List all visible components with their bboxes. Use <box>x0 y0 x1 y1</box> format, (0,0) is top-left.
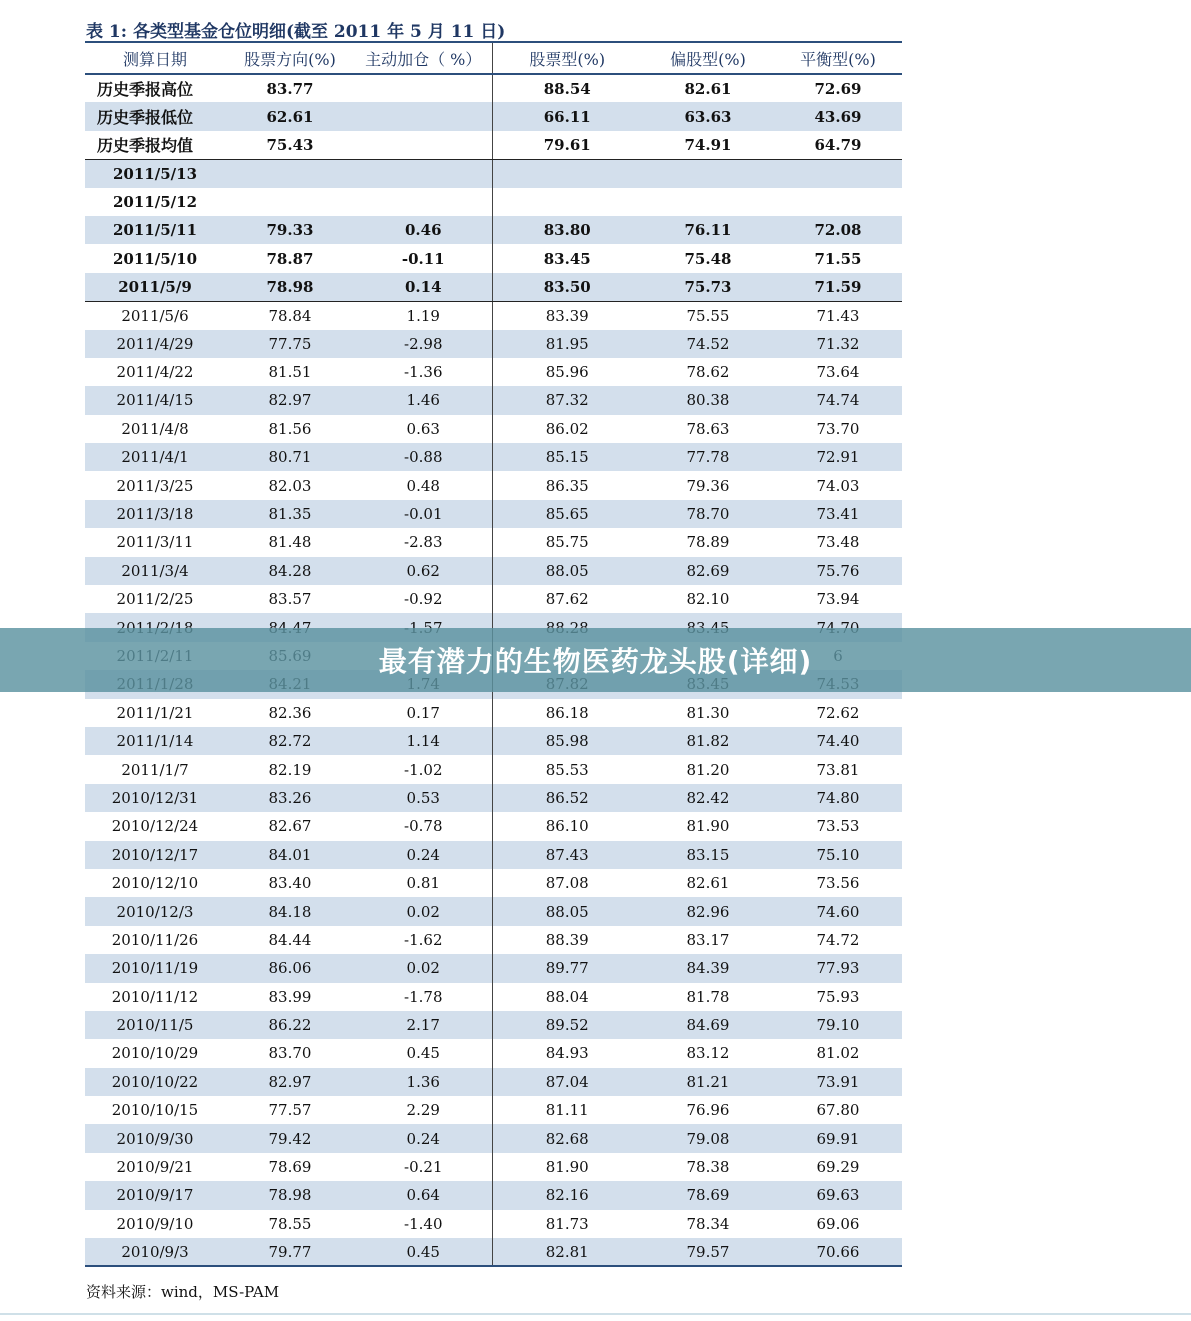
table-row <box>85 131 902 159</box>
cell-active-add: 0.24 <box>355 841 492 869</box>
cell-stock-fund: 82.16 <box>492 1181 642 1209</box>
cell-equity-biased: 80.38 <box>642 386 774 414</box>
cell-equity-biased: 82.42 <box>642 784 774 812</box>
cell-date: 2010/12/24 <box>111 817 199 836</box>
cell-stock-direction: 81.56 <box>268 419 312 438</box>
cell-active-add: 0.17 <box>355 699 492 727</box>
cell-stock-direction <box>225 159 355 187</box>
table-row <box>85 699 902 727</box>
table-row <box>85 358 902 386</box>
table-row <box>85 500 902 528</box>
cell-equity-biased: 78.38 <box>686 1158 730 1177</box>
table-row <box>85 755 902 783</box>
cell-stock-direction: 78.98 <box>225 273 355 301</box>
cell-stock-direction: 62.61 <box>225 102 355 130</box>
cell-stock-fund: 86.02 <box>545 419 589 438</box>
table-row <box>85 244 902 272</box>
cell-stock-direction: 75.43 <box>225 131 355 159</box>
cell-date: 2010/12/3 <box>85 897 225 925</box>
header-active-add: 主动加仓（ %） <box>355 42 492 74</box>
cell-equity-biased: 76.96 <box>686 1101 730 1120</box>
cell-date: 历史季报低位 <box>85 102 225 130</box>
table-row <box>85 983 902 1011</box>
cell-date: 2010/11/26 <box>111 930 199 949</box>
cell-stock-direction: 84.01 <box>225 841 355 869</box>
cell-date: 2011/4/8 <box>121 419 189 438</box>
cell-active-add: 0.02 <box>355 954 492 982</box>
cell-balanced: 72.91 <box>774 443 902 471</box>
header-equity-biased: 偏股型(%) <box>642 42 774 74</box>
table-row <box>85 188 902 216</box>
cell-stock-fund: 85.98 <box>492 727 642 755</box>
cell-balanced: 73.41 <box>774 500 902 528</box>
cell-stock-fund: 86.18 <box>545 703 589 722</box>
cell-equity-biased <box>642 159 774 187</box>
table-title: 表 1: 各类型基金仓位明细(截至 2011 年 5 月 11 日) <box>86 22 506 42</box>
cell-stock-fund: 86.35 <box>545 476 589 495</box>
header-balanced: 平衡型(%) <box>774 42 902 74</box>
cell-stock-fund: 81.11 <box>545 1101 589 1120</box>
table-row <box>85 727 902 755</box>
cell-date: 2010/10/22 <box>85 1068 225 1096</box>
banner-title: 最有潜力的生物医药龙头股(详细) <box>378 645 813 678</box>
cell-stock-direction: 82.97 <box>225 1068 355 1096</box>
table-row <box>85 159 902 187</box>
cell-equity-biased: 82.69 <box>642 557 774 585</box>
cell-equity-biased: 78.63 <box>686 419 730 438</box>
cell-stock-fund: 81.95 <box>492 330 642 358</box>
cell-equity-biased: 78.34 <box>686 1214 730 1233</box>
cell-balanced: 73.81 <box>816 760 860 779</box>
cell-stock-fund: 79.61 <box>492 131 642 159</box>
cell-equity-biased: 75.55 <box>686 306 730 325</box>
cell-active-add <box>355 188 492 216</box>
cell-stock-direction: 86.22 <box>225 1011 355 1039</box>
cell-equity-biased: 81.21 <box>642 1068 774 1096</box>
cell-stock-direction: 79.77 <box>225 1238 355 1266</box>
cell-balanced: 74.80 <box>774 784 902 812</box>
cell-date: 2010/11/19 <box>85 954 225 982</box>
table-row <box>85 1210 902 1238</box>
cell-balanced <box>774 188 902 216</box>
cell-date: 2011/4/1 <box>85 443 225 471</box>
cell-active-add: -0.92 <box>355 585 492 613</box>
cell-equity-biased: 83.12 <box>686 1044 730 1063</box>
cell-balanced: 72.08 <box>774 216 902 244</box>
cell-active-add: 0.63 <box>355 415 492 443</box>
cell-balanced: 73.91 <box>774 1068 902 1096</box>
cell-active-add <box>355 74 492 102</box>
table-row <box>85 812 902 840</box>
cell-equity-biased <box>642 188 774 216</box>
cell-balanced: 72.62 <box>816 703 860 722</box>
header-stock-direction: 股票方向(%) <box>225 42 355 74</box>
cell-date: 2011/3/25 <box>116 476 194 495</box>
cell-active-add: -1.62 <box>355 926 492 954</box>
cell-active-add: 0.14 <box>355 273 492 301</box>
cell-active-add: 0.64 <box>355 1181 492 1209</box>
cell-stock-direction: 78.69 <box>268 1158 312 1177</box>
source-note: 资料来源：wind，MS-PAM <box>86 1283 280 1301</box>
cell-stock-fund: 82.81 <box>492 1238 642 1266</box>
cell-balanced: 74.03 <box>816 476 860 495</box>
cell-balanced: 69.29 <box>816 1158 860 1177</box>
cell-stock-fund: 84.93 <box>545 1044 589 1063</box>
cell-active-add: 1.14 <box>355 727 492 755</box>
table-row <box>85 926 902 954</box>
cell-stock-fund: 88.05 <box>492 557 642 585</box>
cell-date: 2010/9/17 <box>85 1181 225 1209</box>
table-row <box>85 1153 902 1181</box>
cell-stock-direction: 82.36 <box>268 703 312 722</box>
cell-date: 2011/5/9 <box>85 273 225 301</box>
cell-equity-biased: 78.89 <box>686 533 730 552</box>
table-row <box>85 557 902 585</box>
cell-date: 2011/3/4 <box>85 557 225 585</box>
cell-stock-direction: 78.98 <box>225 1181 355 1209</box>
cell-balanced: 69.63 <box>774 1181 902 1209</box>
cell-stock-direction: 79.42 <box>225 1124 355 1152</box>
cell-balanced: 75.93 <box>816 987 860 1006</box>
cell-balanced: 69.06 <box>816 1214 860 1233</box>
cell-active-add: -1.78 <box>355 983 492 1011</box>
cell-stock-fund: 86.10 <box>545 817 589 836</box>
cell-stock-direction: 77.57 <box>268 1101 312 1120</box>
table-row <box>85 443 902 471</box>
cell-balanced: 69.91 <box>774 1124 902 1152</box>
cell-equity-biased: 63.63 <box>642 102 774 130</box>
cell-stock-fund: 87.04 <box>492 1068 642 1096</box>
cell-balanced: 73.53 <box>816 817 860 836</box>
cell-date: 2010/10/15 <box>111 1101 199 1120</box>
cell-active-add: -1.40 <box>355 1210 492 1238</box>
cell-stock-direction: 83.57 <box>268 590 312 609</box>
cell-stock-fund: 83.45 <box>543 249 591 268</box>
cell-active-add: 0.62 <box>355 557 492 585</box>
cell-active-add: -0.01 <box>355 500 492 528</box>
cell-balanced: 81.02 <box>816 1044 860 1063</box>
cell-stock-fund: 82.68 <box>492 1124 642 1152</box>
table-row <box>85 1124 902 1152</box>
cell-equity-biased: 83.15 <box>642 841 774 869</box>
cell-stock-direction: 84.28 <box>225 557 355 585</box>
cell-balanced: 74.74 <box>774 386 902 414</box>
cell-date: 2010/12/17 <box>85 841 225 869</box>
cell-equity-biased: 74.52 <box>642 330 774 358</box>
cell-stock-fund: 81.90 <box>545 1158 589 1177</box>
table-row <box>85 415 902 443</box>
cell-balanced: 72.69 <box>814 79 862 98</box>
table-row <box>85 330 902 358</box>
cell-date: 2010/12/31 <box>85 784 225 812</box>
cell-stock-direction: 82.97 <box>225 386 355 414</box>
cell-equity-biased: 81.20 <box>686 760 730 779</box>
cell-active-add: -1.36 <box>355 358 492 386</box>
cell-date: 2011/4/15 <box>85 386 225 414</box>
cell-active-add <box>355 131 492 159</box>
cell-stock-direction: 86.06 <box>225 954 355 982</box>
cell-stock-direction: 78.87 <box>266 249 314 268</box>
cell-date: 2011/2/25 <box>116 590 194 609</box>
cell-active-add: 0.46 <box>355 216 492 244</box>
cell-date: 2011/5/6 <box>121 306 189 325</box>
cell-balanced: 73.56 <box>816 874 860 893</box>
table-row <box>85 301 902 329</box>
cell-date: 历史季报均值 <box>85 131 225 159</box>
table-row <box>85 273 902 301</box>
title-banner <box>0 628 1191 692</box>
cell-date: 2010/9/10 <box>116 1214 194 1233</box>
cell-date: 2011/1/7 <box>121 760 189 779</box>
table-row <box>85 897 902 925</box>
cell-stock-fund: 89.77 <box>492 954 642 982</box>
table-row <box>85 1096 902 1124</box>
cell-stock-fund: 85.53 <box>545 760 589 779</box>
cell-active-add: -2.98 <box>355 330 492 358</box>
table-row <box>85 1181 902 1209</box>
cell-stock-fund: 66.11 <box>492 102 642 130</box>
table-row <box>85 216 902 244</box>
cell-equity-biased: 76.11 <box>642 216 774 244</box>
table-row <box>85 528 902 556</box>
cell-date: 2011/5/10 <box>112 249 198 268</box>
cell-active-add: 1.19 <box>355 301 492 329</box>
cell-stock-fund: 85.96 <box>545 363 589 382</box>
table-row <box>85 74 902 102</box>
cell-stock-direction: 81.51 <box>268 363 312 382</box>
cell-stock-direction: 83.40 <box>268 874 312 893</box>
cell-date: 2011/3/18 <box>85 500 225 528</box>
cell-active-add: 1.36 <box>355 1068 492 1096</box>
cell-equity-biased: 78.62 <box>686 363 730 382</box>
cell-equity-biased: 79.36 <box>686 476 730 495</box>
table-header-row <box>85 42 902 74</box>
cell-active-add: 0.24 <box>355 1124 492 1152</box>
cell-equity-biased: 78.69 <box>642 1181 774 1209</box>
cell-date: 2011/4/22 <box>116 363 194 382</box>
cell-stock-direction: 82.72 <box>225 727 355 755</box>
cell-date: 2010/10/29 <box>111 1044 199 1063</box>
cell-date: 2010/12/10 <box>111 874 199 893</box>
cell-balanced: 74.60 <box>774 897 902 925</box>
cell-stock-fund: 87.62 <box>545 590 589 609</box>
cell-equity-biased: 79.08 <box>642 1124 774 1152</box>
cell-active-add <box>355 102 492 130</box>
cell-active-add: 2.29 <box>355 1096 492 1124</box>
cell-stock-direction: 84.18 <box>225 897 355 925</box>
table-row <box>85 386 902 414</box>
cell-active-add: -0.21 <box>355 1153 492 1181</box>
cell-balanced: 67.80 <box>816 1101 860 1120</box>
cell-equity-biased: 83.17 <box>686 930 730 949</box>
cell-stock-direction: 78.55 <box>268 1214 312 1233</box>
cell-date: 2011/5/13 <box>85 159 225 187</box>
header-date: 测算日期 <box>85 42 225 74</box>
cell-stock-fund: 87.32 <box>492 386 642 414</box>
cell-active-add: 0.48 <box>355 471 492 499</box>
cell-date: 2010/9/21 <box>116 1158 194 1177</box>
cell-active-add: -0.88 <box>355 443 492 471</box>
cell-active-add: 0.02 <box>355 897 492 925</box>
cell-active-add: 1.46 <box>355 386 492 414</box>
table-row <box>85 471 902 499</box>
cell-date: 2011/5/11 <box>85 216 225 244</box>
cell-stock-direction: 83.99 <box>268 987 312 1006</box>
cell-active-add: -0.78 <box>355 812 492 840</box>
cell-active-add: -1.02 <box>355 755 492 783</box>
cell-active-add: 0.45 <box>355 1238 492 1266</box>
cell-balanced: 71.32 <box>774 330 902 358</box>
cell-equity-biased: 82.96 <box>642 897 774 925</box>
cell-equity-biased: 84.39 <box>642 954 774 982</box>
cell-date: 2011/3/11 <box>116 533 194 552</box>
table-row <box>85 869 902 897</box>
cell-balanced: 73.48 <box>816 533 860 552</box>
cell-stock-fund: 83.80 <box>492 216 642 244</box>
cell-balanced: 75.10 <box>774 841 902 869</box>
cell-balanced <box>774 159 902 187</box>
cell-stock-fund: 89.52 <box>492 1011 642 1039</box>
cell-stock-direction: 80.71 <box>225 443 355 471</box>
cell-balanced: 43.69 <box>774 102 902 130</box>
cell-active-add: 2.17 <box>355 1011 492 1039</box>
cell-stock-fund: 86.52 <box>492 784 642 812</box>
table-row <box>85 1238 902 1266</box>
header-stock-fund: 股票型(%) <box>492 42 642 74</box>
cell-stock-direction: 83.70 <box>268 1044 312 1063</box>
cell-balanced: 71.59 <box>774 273 902 301</box>
cell-balanced: 70.66 <box>774 1238 902 1266</box>
cell-active-add: 0.45 <box>355 1039 492 1067</box>
cell-date: 2010/9/30 <box>85 1124 225 1152</box>
table-row <box>85 784 902 812</box>
cell-equity-biased: 78.70 <box>642 500 774 528</box>
cell-equity-biased: 82.10 <box>686 590 730 609</box>
cell-balanced: 74.40 <box>774 727 902 755</box>
cell-equity-biased: 75.48 <box>684 249 732 268</box>
cell-equity-biased: 81.90 <box>686 817 730 836</box>
cell-stock-fund: 81.73 <box>545 1214 589 1233</box>
table-row <box>85 954 902 982</box>
cell-stock-fund: 85.15 <box>492 443 642 471</box>
cell-stock-fund <box>492 159 642 187</box>
cell-balanced: 73.70 <box>816 419 860 438</box>
cell-stock-direction: 82.19 <box>268 760 312 779</box>
cell-stock-direction: 81.48 <box>268 533 312 552</box>
cell-date: 历史季报高位 <box>97 80 194 100</box>
cell-stock-direction: 78.84 <box>268 306 312 325</box>
table-row <box>85 1039 902 1067</box>
table-row <box>85 841 902 869</box>
cell-equity-biased: 77.78 <box>642 443 774 471</box>
cell-date: 2011/5/12 <box>112 192 198 211</box>
cell-stock-direction: 77.75 <box>225 330 355 358</box>
table-row <box>85 1011 902 1039</box>
cell-active-add: -0.11 <box>355 244 492 272</box>
cell-equity-biased: 81.82 <box>642 727 774 755</box>
cell-stock-fund: 83.50 <box>492 273 642 301</box>
cell-balanced: 75.76 <box>774 557 902 585</box>
cell-balanced: 79.10 <box>774 1011 902 1039</box>
cell-stock-direction: 83.77 <box>266 79 314 98</box>
cell-stock-fund: 85.75 <box>545 533 589 552</box>
cell-balanced: 71.43 <box>816 306 860 325</box>
cell-balanced: 73.64 <box>816 363 860 382</box>
cell-stock-fund: 83.39 <box>545 306 589 325</box>
cell-stock-fund: 88.54 <box>543 79 591 98</box>
cell-stock-direction: 82.03 <box>268 476 312 495</box>
cell-balanced: 74.72 <box>816 930 860 949</box>
cell-equity-biased: 81.30 <box>686 703 730 722</box>
cell-stock-direction: 81.35 <box>225 500 355 528</box>
cell-balanced: 71.55 <box>814 249 862 268</box>
cell-equity-biased: 82.61 <box>686 874 730 893</box>
table-row <box>85 102 902 130</box>
cell-equity-biased: 79.57 <box>642 1238 774 1266</box>
cell-stock-direction: 82.67 <box>268 817 312 836</box>
cell-equity-biased: 74.91 <box>642 131 774 159</box>
cell-stock-fund <box>492 188 642 216</box>
cell-stock-fund: 88.39 <box>545 930 589 949</box>
cell-active-add <box>355 159 492 187</box>
cell-date: 2011/1/21 <box>116 703 194 722</box>
cell-active-add: 0.81 <box>355 869 492 897</box>
cell-balanced: 77.93 <box>774 954 902 982</box>
table-row <box>85 585 902 613</box>
cell-active-add: -2.83 <box>355 528 492 556</box>
cell-stock-fund: 87.43 <box>492 841 642 869</box>
bottom-divider <box>0 1313 1191 1315</box>
cell-stock-fund: 88.04 <box>545 987 589 1006</box>
cell-active-add: 0.53 <box>355 784 492 812</box>
cell-stock-fund: 88.05 <box>492 897 642 925</box>
table-row <box>85 1068 902 1096</box>
cell-balanced: 64.79 <box>774 131 902 159</box>
cell-stock-direction: 79.33 <box>225 216 355 244</box>
cell-equity-biased: 81.78 <box>686 987 730 1006</box>
cell-equity-biased: 84.69 <box>642 1011 774 1039</box>
cell-equity-biased: 82.61 <box>684 79 732 98</box>
cell-date: 2011/1/14 <box>85 727 225 755</box>
cell-date: 2011/4/29 <box>85 330 225 358</box>
cell-balanced: 73.94 <box>816 590 860 609</box>
cell-stock-direction: 84.44 <box>268 930 312 949</box>
cell-date: 2010/11/5 <box>85 1011 225 1039</box>
cell-stock-fund: 87.08 <box>545 874 589 893</box>
cell-equity-biased: 75.73 <box>642 273 774 301</box>
cell-stock-direction <box>225 188 355 216</box>
cell-date: 2010/11/12 <box>111 987 199 1006</box>
cell-stock-direction: 83.26 <box>225 784 355 812</box>
cell-stock-fund: 85.65 <box>492 500 642 528</box>
cell-date: 2010/9/3 <box>85 1238 225 1266</box>
